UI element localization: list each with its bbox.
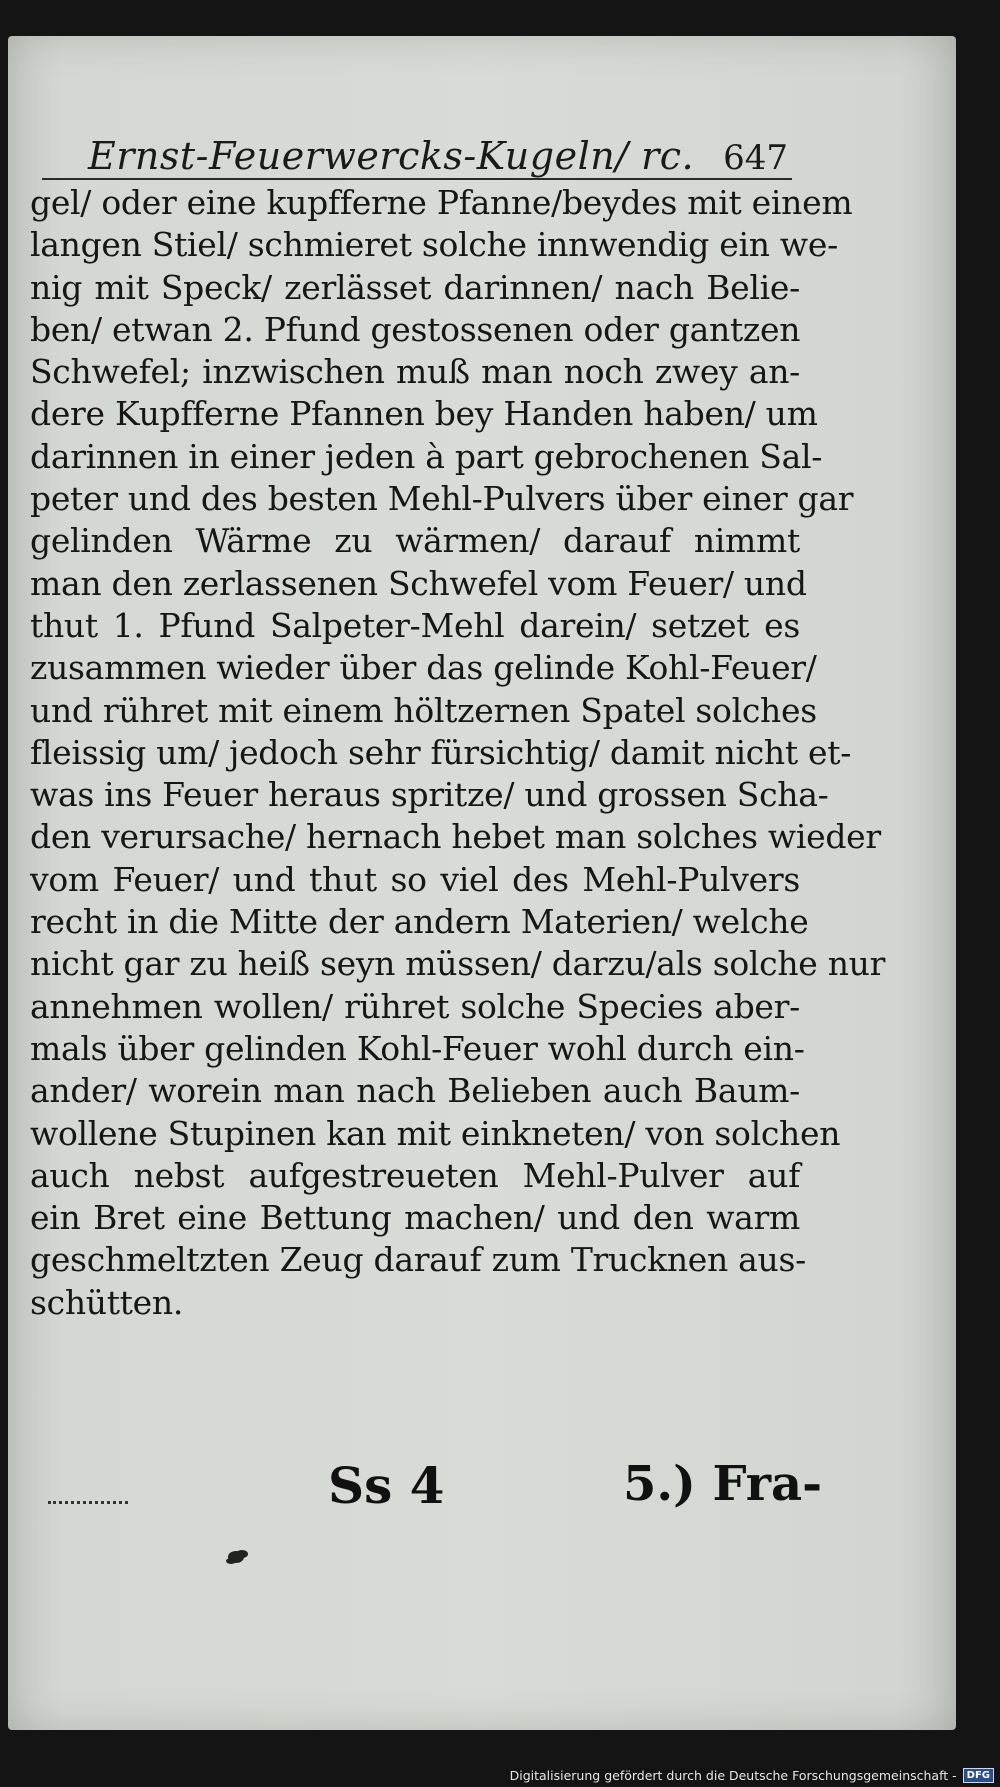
text-line: man den zerlassenen Schwefel vom Feuer/ und: [30, 563, 807, 603]
text-line: den verursache/ hernach hebet man solches wieder: [30, 817, 881, 857]
text-line: zusammen wieder über das gelinde Kohl-Feuer/: [30, 648, 817, 688]
text-line: dere Kupfferne Pfannen bey Handen haben/ um: [30, 394, 818, 434]
text-line: Schwefel; inzwischen muß man noch zwey an-: [30, 352, 800, 392]
text-line: recht in die Mitte der andern Materien/ welche: [30, 902, 809, 942]
text-line: ander/ worein man nach Belieben auch Baum-: [30, 1071, 800, 1111]
header-rule: [42, 178, 792, 180]
text-line: annehmen wollen/ rühret solche Species aber-: [30, 986, 800, 1026]
text-line: nig mit Speck/ zerlässet darinnen/ nach Belie-: [30, 267, 800, 307]
text-line: ben/ etwan 2. Pfund gestossenen oder gantzen: [30, 309, 801, 349]
text-line: und rühret mit einem höltzernen Spatel solches: [30, 690, 817, 730]
text-line: schütten.: [30, 1282, 184, 1322]
body-text: [30, 182, 886, 1324]
text-line: auch nebst aufgestreueten Mehl-Pulver auf: [30, 1155, 800, 1195]
text-line: fleissig um/ jedoch sehr fürsichtig/ damit nicht et-: [30, 732, 852, 772]
catchword: 5.) Fra-: [623, 1456, 823, 1512]
book-page: [8, 36, 956, 1730]
text-line: vom Feuer/ und thut so viel des Mehl-Pulvers: [30, 859, 800, 899]
text-line: peter und des besten Mehl-Pulvers über einer gar: [30, 479, 854, 519]
text-line: thut 1. Pfund Salpeter-Mehl darein/ setzet es: [30, 605, 800, 645]
ink-dash-mark: [48, 1501, 128, 1507]
ink-spot: [228, 1551, 244, 1563]
signature-mark: Ss 4: [328, 1456, 445, 1515]
page-header: [88, 128, 788, 178]
text-line: mals über gelinden Kohl-Feuer wohl durch ein-: [30, 1028, 805, 1068]
text-line: geschmeltzten Zeug darauf zum Trucknen aus-: [30, 1240, 806, 1280]
text-line: gel/ oder eine kupfferne Pfanne/beydes mit einem: [30, 183, 853, 222]
text-line: gelinden Wärme zu wärmen/ darauf nimmt: [30, 521, 800, 561]
page-number: 647: [723, 138, 788, 178]
text-line: was ins Feuer heraus spritze/ und grossen Scha-: [30, 775, 829, 815]
digitization-credit: [510, 1768, 994, 1783]
credit-text: Digitalisierung gefördert durch die Deutsche Forschungsgemeinschaft -: [509, 1768, 957, 1783]
text-line: langen Stiel/ schmieret solche innwendig ein we-: [30, 225, 838, 265]
text-line: nicht gar zu heiß seyn müssen/ darzu/als solche nur: [30, 944, 886, 984]
dfg-logo: DFG: [963, 1768, 994, 1783]
running-title: Ernst-Feuerwercks-Kugeln/ rc.: [88, 134, 695, 178]
text-line: ein Bret eine Bettung machen/ und den warm: [30, 1198, 800, 1238]
text-line: darinnen in einer jeden à part gebrochenen Sal-: [30, 436, 823, 476]
text-line: wollene Stupinen kan mit einkneten/ von solchen: [30, 1113, 841, 1153]
